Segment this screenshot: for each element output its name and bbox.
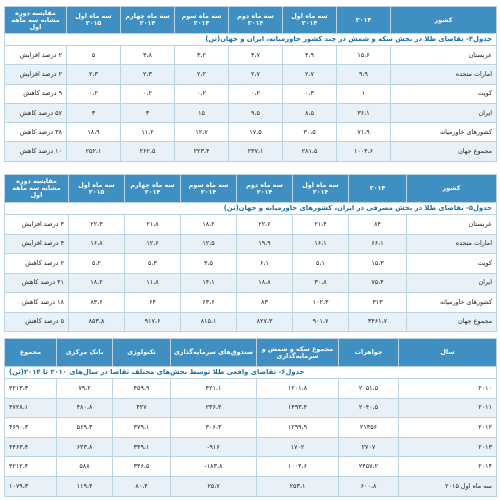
table-cell: ۲۸۱،۵	[283, 142, 337, 161]
table-cell: ۲ درصد افزایش	[5, 46, 67, 65]
table-cell: ۳	[67, 103, 121, 122]
table-cell: ۵ درصد کاهش	[5, 312, 69, 332]
table-cell: ۵،۱	[293, 254, 349, 274]
column-header: مقایسه دوره مشابه سه ماهه اول	[5, 7, 67, 34]
table-cell: عربستان	[407, 215, 497, 235]
column-header: سه ماه سوم ۲۰۱۴	[175, 7, 229, 34]
table-cell: ۰،۳	[283, 84, 337, 103]
table-5-header-row	[5, 175, 497, 203]
table-row	[5, 293, 497, 313]
table-cell: ۲۱،۸	[125, 215, 181, 235]
table-cell: ۱	[337, 84, 391, 103]
table-cell: ۰،۲	[67, 84, 121, 103]
table-cell: ۲۳۷،۱	[229, 142, 283, 161]
table-cell: ۱۱،۲	[121, 123, 175, 142]
table-cell: ۵۸۸	[57, 457, 113, 477]
table-cell: ۸،۵	[283, 103, 337, 122]
table-cell: ۳۰،۵	[283, 123, 337, 142]
table-row	[5, 65, 497, 84]
table-cell: ایران	[391, 103, 497, 122]
table-cell: کشورهای خاورمیانه	[391, 123, 497, 142]
table-cell: کویت	[391, 84, 497, 103]
table-cell: ۹۱۷،۶	[125, 312, 181, 332]
table-cell: امارات متحده	[407, 234, 497, 254]
table-cell: ۱۴،۱	[181, 273, 237, 293]
table-cell: ۵۶۹،۳	[57, 418, 113, 438]
table-row	[5, 103, 497, 122]
table-cell: ۲۲،۳	[69, 215, 125, 235]
table-cell: ۲۰۵۱،۵	[339, 379, 399, 399]
column-header: کشور	[407, 175, 497, 203]
table-cell: ۸۴	[349, 215, 407, 235]
column-header: سه ماه دوم ۲۰۱۴	[237, 175, 293, 203]
table-4-caption: جدول۴- تقاضای طلا در بخش سکه و شمش در چند کشور خاورمیانه، ایران و جهان(تن)	[5, 34, 497, 46]
table-cell: ۴۲۱،۱	[171, 379, 257, 399]
table-4-coin-bar-demand	[4, 6, 497, 162]
table-row	[5, 476, 497, 496]
table-cell: ۱۱۹،۴	[57, 476, 113, 496]
column-header: سه ماه اول ۲۰۱۴	[293, 175, 349, 203]
table-cell: ۴۸۰،۸	[57, 398, 113, 418]
table-cell: ۶۰۰،۸	[339, 476, 399, 496]
column-header: ۲۰۱۴	[349, 175, 407, 203]
table-cell: ۱۰۰۴،۶	[257, 457, 339, 477]
column-header: جواهرات	[339, 339, 399, 367]
table-cell: ۳،۸	[121, 46, 175, 65]
table-cell: ۴۵۹،۹	[113, 379, 171, 399]
table-cell: ۱۵	[175, 103, 229, 122]
table-cell: ۳	[121, 103, 175, 122]
table-cell: عربستان	[391, 46, 497, 65]
table-cell: مجموع جهان	[391, 142, 497, 161]
table-cell: ۹ درصد کاهش	[5, 84, 67, 103]
table-cell: ۴۶۹۰،۳	[5, 418, 57, 438]
table-cell: ۳۴۹،۱	[113, 437, 171, 457]
table-cell: ۷۵،۴	[349, 273, 407, 293]
table-cell: ۲۰۱۴	[399, 457, 497, 477]
table-cell: ۰،۲	[121, 84, 175, 103]
table-row	[5, 142, 497, 161]
table-cell: ۲۵۳،۱	[257, 476, 339, 496]
table-cell: ۱۷،۵	[229, 123, 283, 142]
table-6-actual-demand-by-sector	[4, 338, 497, 497]
table-5-caption: جدول۵- تقاضای طلا در بخش مصرفی در ایران، کشورهای خاورمیانه و جهان(تن)	[5, 203, 497, 215]
table-cell: ۴۷۲۸،۱	[5, 398, 57, 418]
table-cell: ۹۱۶-	[171, 437, 257, 457]
table-cell: ۹۰۱،۷	[293, 312, 349, 332]
table-cell: ۳۷۹،۱	[113, 418, 171, 438]
table-cell: ۱۲،۵	[181, 234, 237, 254]
table-cell: ۱۰۲،۳	[293, 293, 349, 313]
table-cell: ۲۰۴۰،۵	[339, 398, 399, 418]
column-header: سه ماه اول ۲۰۱۴	[283, 7, 337, 34]
table-cell: ۸۳	[237, 293, 293, 313]
table-cell: ۱۵،۶	[337, 46, 391, 65]
column-header: بانک مرکزی	[57, 339, 113, 367]
table-row	[5, 312, 497, 332]
table-6-caption: جدول۶- تقاضای واقعی طلا توسط بخش‌های مختلف تقاضا در سال‌های ۲۰۱۰ تا ۲۰۱۴(تن)	[5, 367, 497, 379]
table-cell: ۹،۵	[229, 103, 283, 122]
table-cell: ۳۸ درصد کاهش	[5, 123, 67, 142]
column-header: مقایسه دوره مشابه سه ماهه اول	[5, 175, 69, 203]
column-header: سه ماه دوم ۲۰۱۴	[229, 7, 283, 34]
column-header: سال	[399, 339, 497, 367]
table-cell: ۲ درصد افزایش	[5, 65, 67, 84]
table-cell: ۳،۷	[229, 46, 283, 65]
table-cell: ۶،۱	[237, 254, 293, 274]
table-cell: ۳۱۳	[349, 293, 407, 313]
table-cell: ۱۷۰۲	[257, 437, 339, 457]
column-header: کشور	[391, 7, 497, 34]
table-6-header-row	[5, 339, 497, 367]
table-cell: ۱۰۷۹،۳	[5, 476, 57, 496]
table-cell: ۴۲۱۲،۴	[5, 457, 57, 477]
table-cell: ۴ درصد افزایش	[5, 234, 69, 254]
table-cell: ۴۲۱۳،۳	[5, 379, 57, 399]
table-cell: ۲،۳	[67, 65, 121, 84]
table-row	[5, 84, 497, 103]
table-cell: ۱۰ درصد کاهش	[5, 142, 67, 161]
table-cell: ۲،۷	[283, 65, 337, 84]
table-cell: ۳،۵	[181, 254, 237, 274]
table-row	[5, 123, 497, 142]
table-cell: ۳۶،۱	[337, 103, 391, 122]
table-cell: ۵۷ درصد کاهش	[5, 103, 67, 122]
table-cell: ایران	[407, 273, 497, 293]
table-cell: ۳۰۶،۳	[171, 418, 257, 438]
table-cell: ۴ درصد افزایش	[5, 215, 69, 235]
table-cell: ۱۲۰۱،۸	[257, 379, 339, 399]
column-header: سه ماه اول ۲۰۱۵	[69, 175, 125, 203]
table-cell: ۱۲۹۹،۹	[257, 418, 339, 438]
table-cell: ۱۸۳،۸-	[171, 457, 257, 477]
table-cell: ۱۸ درصد کاهش	[5, 293, 69, 313]
table-cell: ۹،۹	[337, 65, 391, 84]
table-cell: ۲۰۱۲	[399, 418, 497, 438]
table-cell: ۲۴۵۷،۲	[339, 457, 399, 477]
table-cell: ۱۶،۸	[69, 234, 125, 254]
table-cell: ۱۶،۱	[293, 234, 349, 254]
table-row	[5, 254, 497, 274]
table-5-consumer-demand	[4, 174, 497, 332]
column-header: صندوق‌های سرمایه‌گذاری	[171, 339, 257, 367]
table-cell: ۱۰۰۴،۶	[337, 142, 391, 161]
table-cell: ۱۸،۸	[237, 273, 293, 293]
table-row	[5, 234, 497, 254]
table-cell: ۱۲،۷	[175, 123, 229, 142]
table-cell: ۲۵،۷	[171, 476, 257, 496]
table-cell: ۴۱ درصد کاهش	[5, 273, 69, 293]
table-cell: ۲۲۳،۴	[175, 142, 229, 161]
table-cell: ۲۷۰۷	[339, 437, 399, 457]
table-cell: مجموع جهان	[407, 312, 497, 332]
table-cell: ۲۱۳۵۶	[339, 418, 399, 438]
column-header: مجموع سکه و شمش و سرمایه‌گذاری	[257, 339, 339, 367]
table-cell: ۱۸،۹	[67, 123, 121, 142]
table-cell: ۱۲،۶	[125, 234, 181, 254]
table-cell: کویت	[407, 254, 497, 274]
table-cell: ۲ درصد کاهش	[5, 254, 69, 274]
table-cell: ۲۶۲،۵	[121, 142, 175, 161]
table-cell: ۵،۳	[125, 254, 181, 274]
table-cell: ۱۸،۲	[181, 215, 237, 235]
table-cell: ۷۱،۹	[337, 123, 391, 142]
table-row	[5, 379, 497, 399]
table-cell: ۱۱،۸	[125, 273, 181, 293]
table-cell: ۲۳۶،۴	[171, 398, 257, 418]
column-header: سه ماه چهارم ۲۰۱۴	[125, 175, 181, 203]
table-row	[5, 457, 497, 477]
table-cell: ۶۲۳،۸	[57, 437, 113, 457]
table-cell: ۶۴	[125, 293, 181, 313]
table-cell: ۱۵،۳	[349, 254, 407, 274]
table-cell: ۸۱۵،۱	[181, 312, 237, 332]
table-cell: ۴۲۷	[113, 398, 171, 418]
table-cell: ۰،۲	[175, 84, 229, 103]
table-cell: ۲،۲	[175, 65, 229, 84]
table-cell: ۶۳،۶	[181, 293, 237, 313]
column-header: تکنولوژی	[113, 339, 171, 367]
table-row	[5, 46, 497, 65]
column-header: مجموع	[5, 339, 57, 367]
table-cell: ۸۳،۶	[69, 293, 125, 313]
column-header: سه ماه چهارم ۲۰۱۴	[121, 7, 175, 34]
table-cell: ۲۵۲،۱	[67, 142, 121, 161]
table-row	[5, 418, 497, 438]
column-header: سه ماه اول ۲۰۱۵	[67, 7, 121, 34]
table-row	[5, 273, 497, 293]
table-cell: ۷۹،۲	[57, 379, 113, 399]
table-cell: ۱۴۹۳،۴	[257, 398, 339, 418]
table-cell: ۵	[67, 46, 121, 65]
table-cell: ۳۴۶،۵	[113, 457, 171, 477]
column-header: ۲۰۱۴	[337, 7, 391, 34]
table-row	[5, 437, 497, 457]
table-cell: ۱۹،۹	[237, 234, 293, 254]
table-cell: ۸۵۳،۸	[69, 312, 125, 332]
table-cell: ۲۰۱۳	[399, 437, 497, 457]
table-cell: ۲۰۱۱	[399, 398, 497, 418]
table-cell: ۶۶،۱	[349, 234, 407, 254]
table-cell: ۲،۳	[121, 65, 175, 84]
table-cell: ۸۰،۴	[113, 476, 171, 496]
table-cell: ۰،۲	[229, 84, 283, 103]
column-header: سه ماه سوم ۲۰۱۴	[181, 175, 237, 203]
table-cell: ۴۴۶۳،۴	[5, 437, 57, 457]
table-cell: ۲۲،۶	[237, 215, 293, 235]
table-cell: ۲،۷	[229, 65, 283, 84]
table-row	[5, 398, 497, 418]
table-cell: کشورهای خاورمیانه	[407, 293, 497, 313]
table-cell: ۵،۲	[69, 254, 125, 274]
table-cell: امارات متحده	[391, 65, 497, 84]
table-cell: ۳۰،۸	[293, 273, 349, 293]
table-cell: سه ماه اول ۲۰۱۵	[399, 476, 497, 496]
table-cell: ۲۱،۴	[293, 215, 349, 235]
table-cell: ۸۲۷،۳	[237, 312, 293, 332]
table-cell: ۴،۹	[283, 46, 337, 65]
table-cell: ۱۸،۲	[69, 273, 125, 293]
table-row	[5, 215, 497, 235]
table-cell: ۳۴۶۱،۷	[349, 312, 407, 332]
table-cell: ۲۰۱۰	[399, 379, 497, 399]
table-cell: ۳،۲	[175, 46, 229, 65]
table-4-header-row	[5, 7, 497, 34]
